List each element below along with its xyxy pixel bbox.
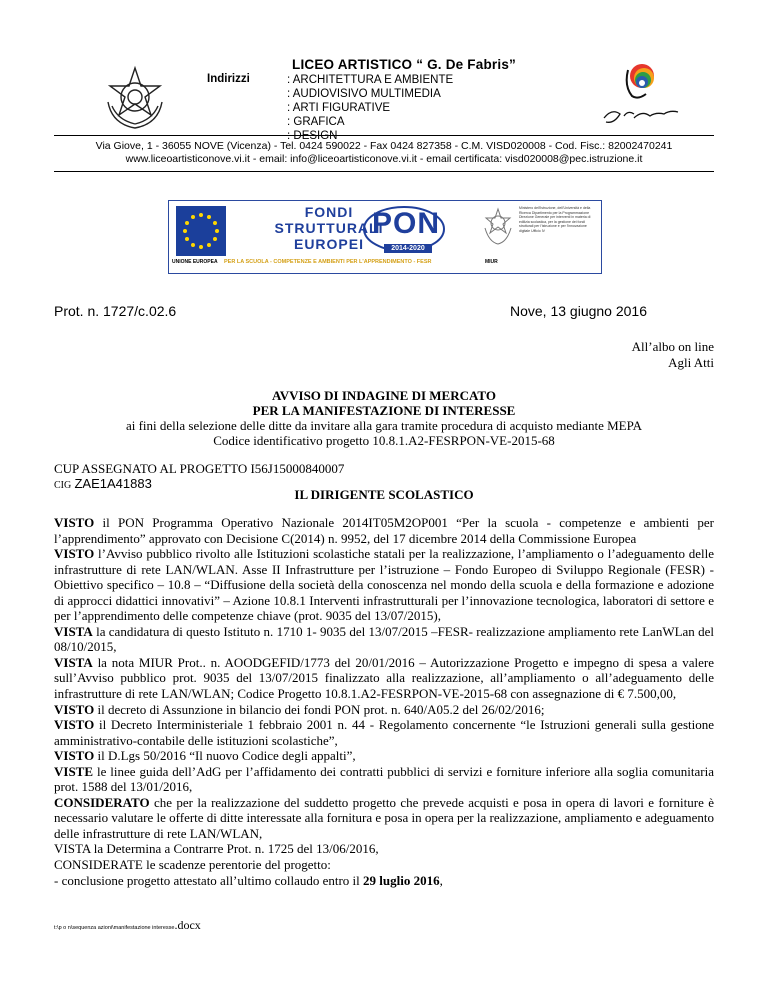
header-rule [54, 171, 714, 172]
deadline-line [54, 873, 714, 889]
paragraph [54, 795, 714, 842]
fondi-line: EUROPEI [293, 236, 364, 252]
indirizzi-list [287, 73, 453, 143]
header-rule [54, 135, 714, 136]
indirizzo-item: : ARCHITETTURA E AMBIENTE [287, 74, 454, 86]
paragraph-text: che per la realizzazione del suddetto progetto che prevede acquisti e posa in opera di lavori e forniture è necessario valutare le offerte di ditte interessate alla fornitura e posa in opera per la realizzazione, ampliamento e adeguamento delle infrastrutture di rete LAN/WLAN, [54, 794, 714, 841]
paragraph [54, 655, 714, 702]
paragraph-lead: VISTO [54, 701, 95, 717]
paragraph-lead: VISTE [54, 763, 94, 779]
indirizzi-label: Indirizzi [207, 73, 250, 85]
contacts-line: www.liceoartisticonove.vi.it - email: info@liceoartisticonove.vi.it - email certificata: visd020008@pec.istruzione.it [125, 153, 643, 165]
subtitle-line: ai fini della selezione delle ditte da invitare alla gara tramite procedura di acquisto mediante MEPA [125, 418, 643, 433]
paragraph-lead: VISTO [54, 546, 95, 562]
cup-code: CUP ASSEGNATO AL PROGETTO I56J15000840007 [54, 461, 345, 476]
paragraph [54, 748, 714, 764]
fesr-tagline: PER LA SCUOLA - COMPETENZE E AMBIENTI PER L'APPRENDIMENTO - FESR [224, 259, 432, 265]
paragraph [54, 515, 714, 546]
paragraph-lead: VISTO [54, 748, 95, 764]
eu-caption: UNIONE EUROPEA [172, 259, 218, 265]
paragraph-lead: VISTA [54, 654, 93, 670]
title-line: AVVISO DI INDAGINE DI MERCATO [272, 388, 496, 403]
eu-flag-icon [176, 206, 226, 256]
paragraph-text: il Decreto Interministeriale 1 febbraio 2001 n. 44 - Regolamento concernente “le Istruzioni generali sulla gestione amministrativo-contabile delle istituzioni scolastiche”, [54, 717, 714, 748]
deadline-date: 29 luglio 2016 [363, 872, 440, 888]
paragraph [54, 702, 714, 718]
school-logo [598, 56, 684, 132]
indirizzo-item: : AUDIOVISIVO MULTIMEDIA [287, 88, 441, 100]
paragraph-lead: CONSIDERATO [54, 794, 150, 810]
pon-years: 2014-2020 [384, 244, 432, 253]
paragraph [54, 546, 714, 624]
indirizzo-item: : DESIGN [287, 130, 338, 142]
paragraph-text: la nota MIUR Prot.. n. AOODGEFID/1773 del 20/01/2016 – Autorizzazione Progetto e impegno di spesa a valere sull’Avviso pubblico prot. 9035 del 13/07/2015 finalizzato alla realizzazione, all’ampliamento o all’adeguamento delle infrastrutture di rete LAN/WLAN; Codice Progetto 10.8.1.A2-FESRPON-VE-2015-68 con assegnazione di € 7.500,00, [54, 654, 714, 702]
pon-banner [168, 200, 602, 274]
paragraph-lead: VISTO [54, 717, 95, 733]
title-line: PER LA MANIFESTAZIONE DI INTERESSE [252, 403, 516, 418]
file-path: t:\p o n\sequenza azioni\manifestazione interesse [54, 925, 175, 931]
protocol-number: Prot. n. 1727/c.02.6 [54, 303, 177, 319]
paragraph [54, 764, 714, 795]
paragraph [54, 717, 714, 748]
paragraph-text: CONSIDERATE le scadenze perentorie del progetto: [54, 857, 331, 873]
file-extension: .docx [174, 918, 201, 932]
section-heading: IL DIRIGENTE SCOLASTICO [294, 487, 474, 502]
ministry-text: Ministero dell'Istruzione, dell'Università e della Ricerca Dipartimento per la Programmazione Direzione Generale per interventi in materia di edilizia scolastica, per la gestione dei fondi strutturali per l'istruzione e per l'innovazione digitale Ufficio IV [519, 206, 591, 233]
deadline-text: - conclusione progetto attestato all’ultimo collaudo entro il [54, 872, 364, 888]
paragraph-text: il D.Lgs 50/2016 “Il nuovo Codice degli appalti”, [94, 748, 356, 764]
paragraph-text: VISTA la Determina a Contrarre Prot. n. 1725 del 13/06/2016, [54, 841, 379, 857]
school-name: LICEO ARTISTICO “ G. De Fabris” [292, 57, 516, 72]
italian-republic-emblem [100, 62, 170, 132]
paragraph-text: le linee guida dell’AdG per l’affidamento dei contratti pubblici di servizi e forniture inferiore alla soglia comunitaria prot. 1588 del 13/01/2016, [54, 763, 714, 795]
paragraph-text: l’Avviso pubblico rivolto alle Istituzioni scolastiche statali per la realizzazione, l’ampliamento o l’adeguamento delle infrastrutture di rete LAN/WLAN. Asse II Infrastrutture per l’istruzione – Fondo Europeo di Sviluppo Regionale (FESR) - Obiettivo specifico – 10.8 – “Diffusione della società della conoscenza nel mondo della scuola e della formazione e adozione di approcci didattici innovativi” – Azione 10.8.1 Interventi infrastrutturali per l’innovazione tecnologica, laboratori di settore e per l’apprendimento delle competenze chiave (prot. 9035 del 13/07/2015), [54, 546, 714, 624]
paragraph-lead: VISTA [54, 623, 93, 639]
recipient-line: Agli Atti [668, 355, 714, 370]
address-line: Via Giove, 1 - 36055 NOVE (Vicenza) - Tel. 0424 590022 - Fax 0424 827358 - C.M. VISD020008 - Cod. Fisc.: 82002470241 [95, 140, 673, 152]
pon-logo-text: PON [371, 207, 440, 240]
cig-value: ZAE1A41883 [74, 476, 152, 491]
indirizzo-item: : GRAFICA [287, 116, 345, 128]
recipients [632, 339, 714, 371]
fondi-line: STRUTTURALI [274, 220, 384, 236]
paragraph-text: la candidatura di questo Istituto n. 1710 1- 9035 del 13/07/2015 –FESR- realizzazione ampliamento rete LanWLan del 08/10/2015, [54, 623, 714, 655]
paragraph [54, 857, 714, 873]
cig-label: CIG [54, 480, 72, 491]
fondi-line: FONDI [304, 204, 354, 220]
ministry-emblem-icon [481, 206, 515, 246]
paragraph [54, 841, 714, 857]
miur-caption: MIUR [485, 259, 498, 265]
project-code-line: Codice identificativo progetto 10.8.1.A2-FESRPON-VE-2015-68 [213, 433, 555, 448]
file-path-footer [54, 918, 201, 933]
paragraph [54, 624, 714, 655]
place-date: Nove, 13 giugno 2016 [510, 303, 647, 319]
deadline-suffix: , [439, 872, 443, 888]
document-body [54, 515, 714, 888]
paragraph-lead: VISTO [54, 515, 95, 530]
paragraph-text: il PON Programma Operativo Nazionale 2014IT05M2OP001 “Per la scuola - competenze e ambienti per l’apprendimento” approvato con Decisione C(2014) n. 9952, del 17 dicembre 2014 della Commissione Europea [54, 515, 714, 546]
paragraph-text: il decreto di Assunzione in bilancio dei fondi PON prot. n. 640/A05.2 del 26/02/2016; [94, 701, 545, 717]
indirizzo-item: : ARTI FIGURATIVE [287, 102, 391, 114]
notice-title [54, 388, 714, 448]
recipient-line: All’albo on line [631, 339, 714, 354]
school-address [54, 140, 714, 166]
